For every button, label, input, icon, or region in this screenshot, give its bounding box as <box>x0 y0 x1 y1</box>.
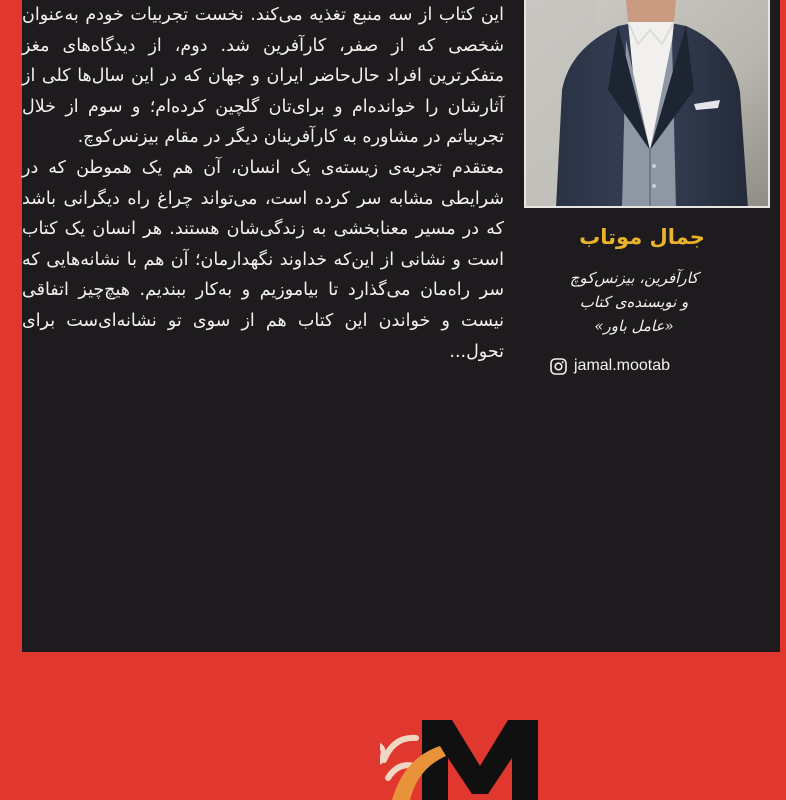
instagram-icon <box>550 358 567 375</box>
description-paragraph-1: این کتاب از سه منبع تغذیه می‌کند. نخست تجربیات خودم به‌عنوان شخصی که از صفر، کارآفرین شد. دوم، از دیدگاه‌های مغز متفکرترین افراد حال‌حاضر ایران و جهان که در این سال‌ها کلی از آثارشان را خوانده‌ام و برای‌تان گلچین کرده‌ام؛ و سوم از خلال تجربیاتم در مشاوره به کارآفرینان دیگر در مقام بیزنس‌کوچ. <box>22 5 504 148</box>
description-paragraph-2: معتقدم تجربه‌ی زیسته‌ی یک انسان، آن هم یک هموطن که در شرایطی مشابه سر کرده است، می‌تواند چراغ راه دیگرانی باشد که در مسیر معنابخشی به زندگی‌شان هستند. هر انسان یک کتاب است و نشانی از این‌که خداوند نگهدارمان؛ آن هم با نشانه‌هایی که سر راه‌مان می‌گذارد تا بیاموزیم و به‌کار ببندیم. هیچ‌چیز اتفاقی نیست و خواندن این کتاب هم از سوی تو نشانه‌ای‌ست برای تحول... <box>22 157 504 362</box>
author-photo <box>524 0 770 208</box>
author-portrait-image <box>526 0 770 208</box>
publisher-logo <box>380 700 600 800</box>
book-description <box>22 0 504 367</box>
black-text-panel <box>22 0 780 652</box>
author-description <box>502 266 766 338</box>
author-description-line-3: «عامل باور» <box>594 317 674 335</box>
instagram-contact <box>550 354 670 378</box>
publisher-logo-mark <box>380 700 600 800</box>
author-description-line-1: کارآفرین، بیزنس‌کوچ <box>569 269 699 287</box>
author-name: جمال موتاب <box>579 225 705 249</box>
author-description-line-2: و نویسنده‌ی کتاب <box>579 293 689 311</box>
instagram-handle: jamal.mootab <box>574 357 671 374</box>
